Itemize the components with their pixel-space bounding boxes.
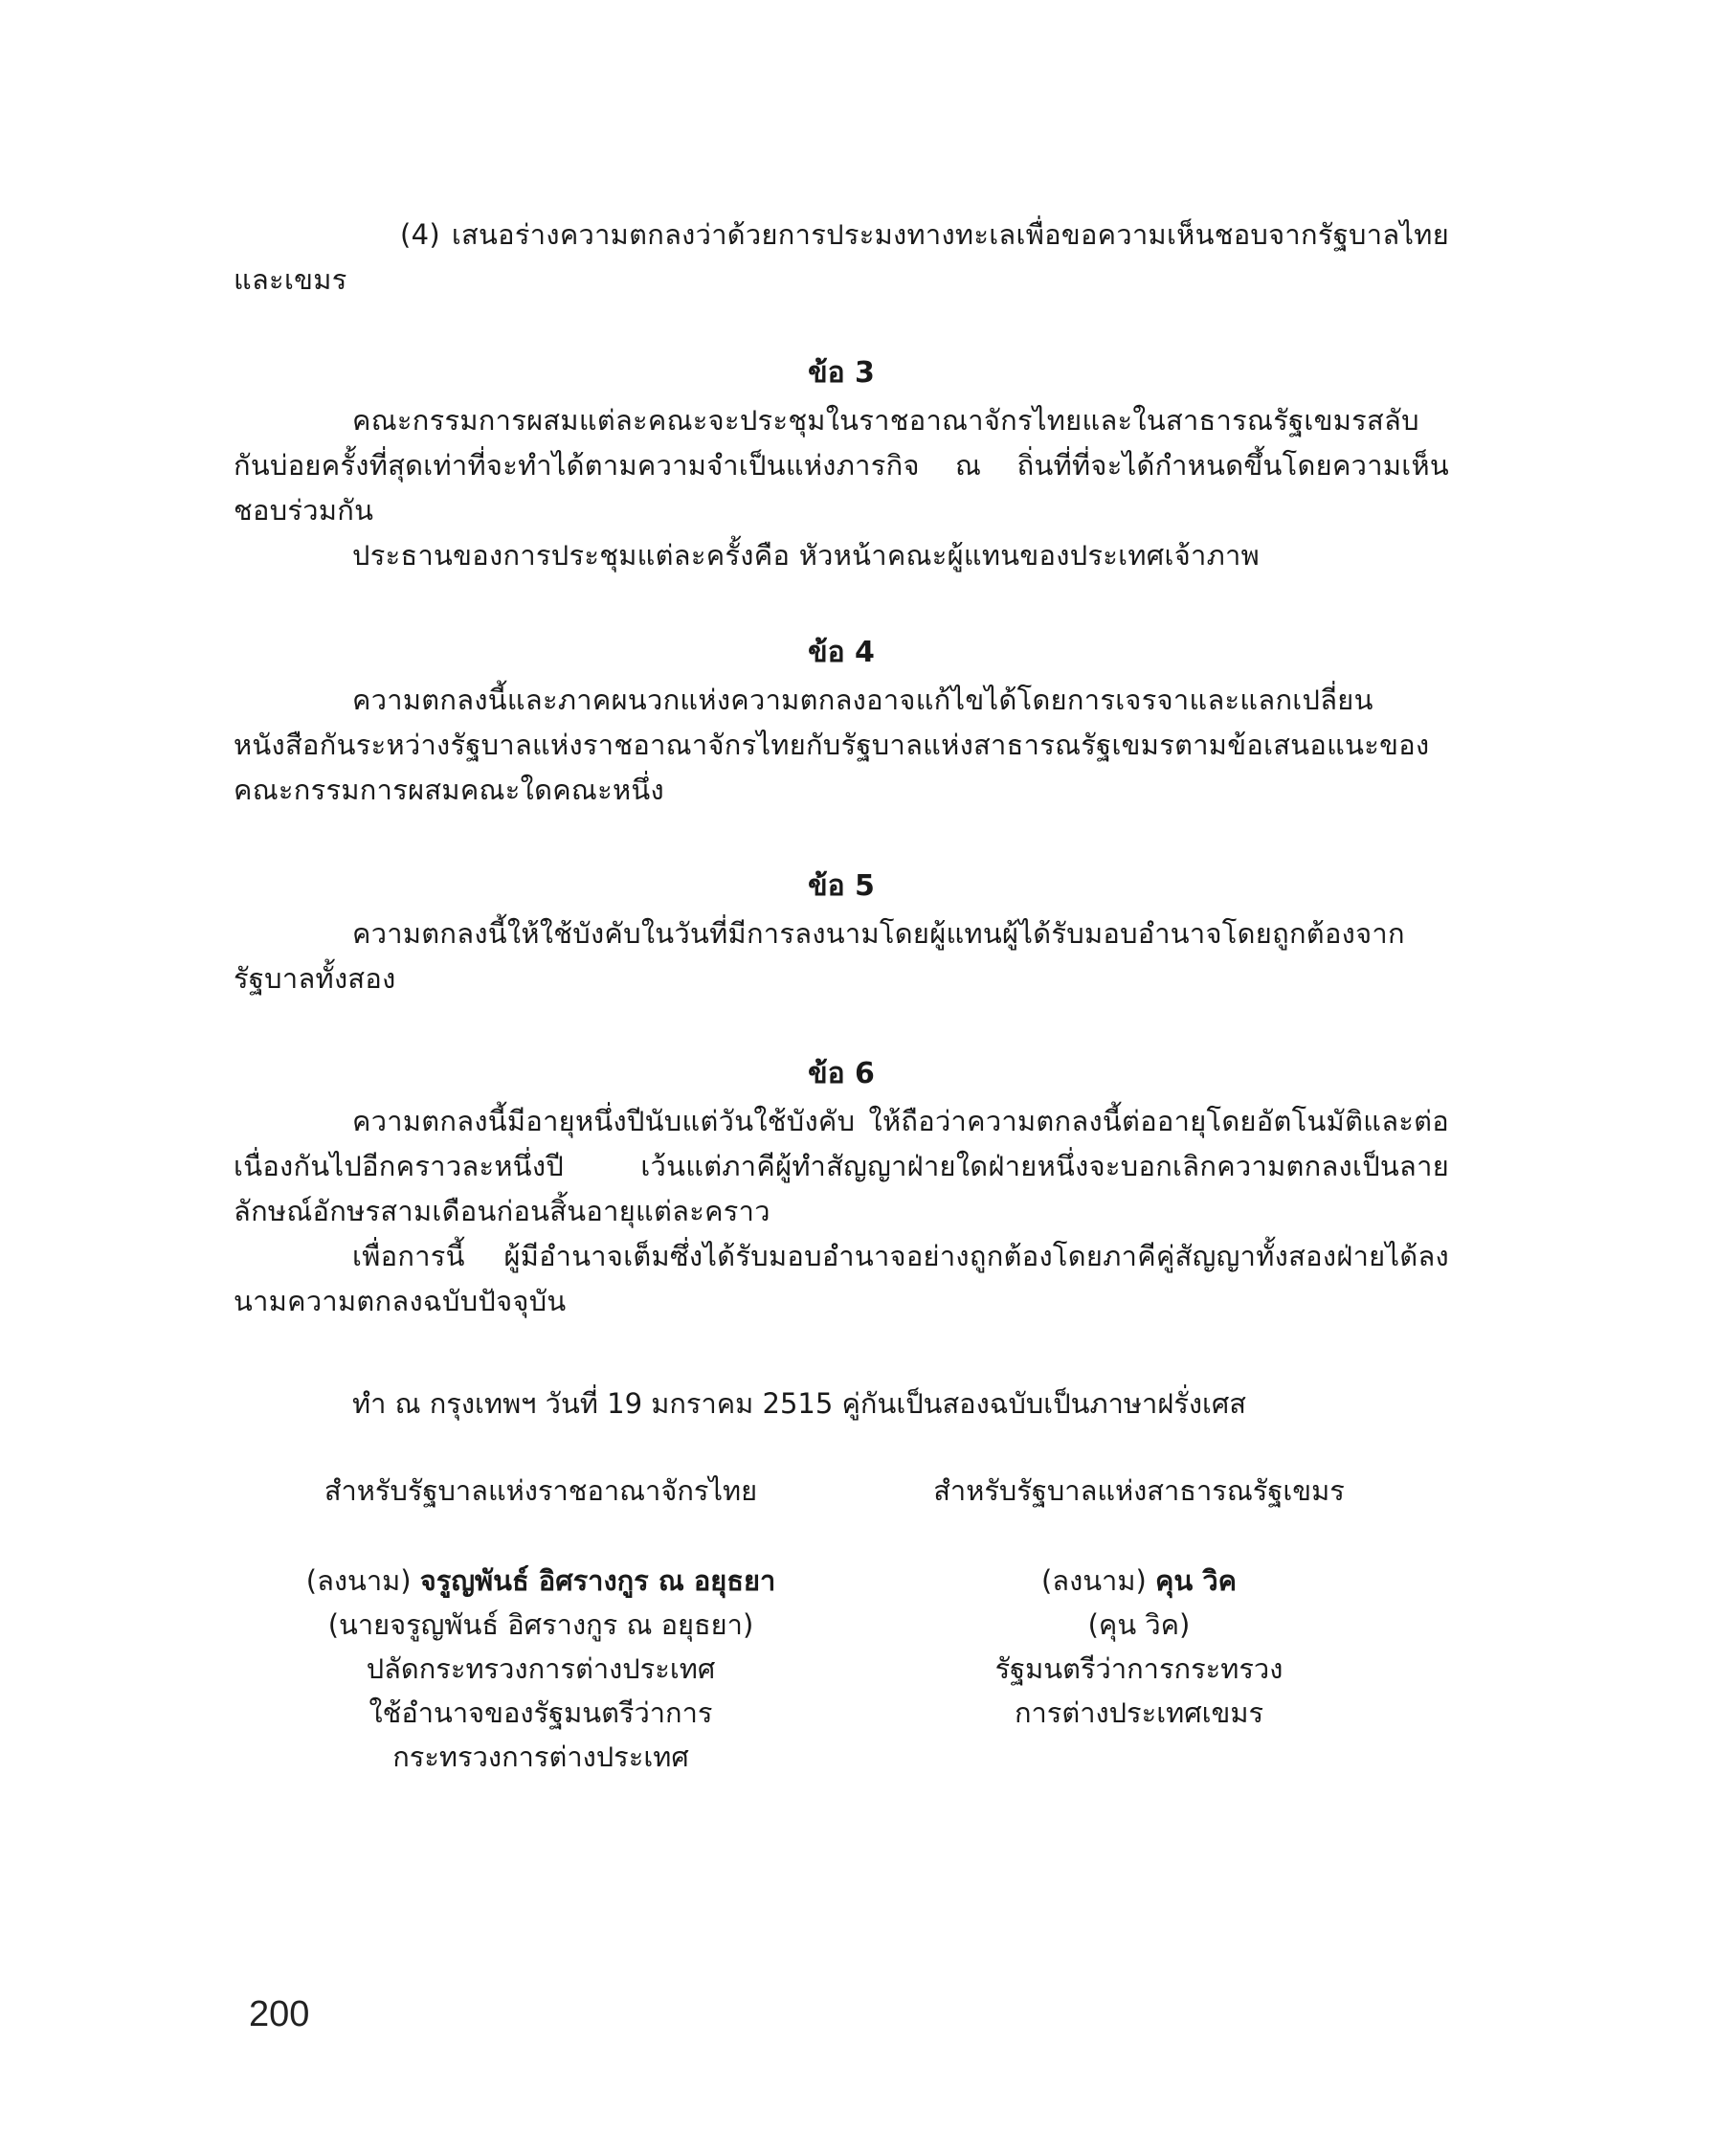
signatory-khmer-full-name: (คุน วิค) bbox=[1087, 1608, 1191, 1641]
signatory-khmer-signed-name: คุน วิค bbox=[1155, 1564, 1238, 1597]
clause5-paragraph-1: ความตกลงนี้ให้ใช้บังคับในวันที่มีการลงนามโดยผู้แทนผู้ได้รับมอบอำนาจโดยถูกต้องจากรัฐบาลทั้งสอง bbox=[234, 917, 1405, 995]
signatory-thai-title-1: ปลัดกระทรวงการต่างประเทศ bbox=[366, 1652, 716, 1685]
clause3-heading: ข้อ 3 bbox=[808, 356, 875, 390]
signatory-thai-full-name: (นายจรูญพันธ์ อิศรางกูร ณ อยุธยา) bbox=[327, 1608, 754, 1641]
page-number: 200 bbox=[249, 1994, 310, 2034]
signed-prefix: (ลงนาม) bbox=[305, 1564, 420, 1597]
signatory-thai-title-3: กระทรวงการต่างประเทศ bbox=[392, 1741, 689, 1773]
signatory-thai-signed-name: จรูญพันธ์ อิศรางกูร ณ อยุธยา bbox=[419, 1564, 776, 1597]
signatory-thai-title-2: ใช้อำนาจของรัฐมนตรีว่าการ bbox=[368, 1696, 713, 1729]
clause3-paragraph-1: คณะกรรมการผสมแต่ละคณะจะประชุมในราชอาณาจักรไทยและในสาธารณรัฐเขมรสลับกันบ่อยครั้งที่สุดเท่าที่จะทำได้ตามความจำเป็นแห่งภารกิจ ณ ถิ่นที่ที่จะได้กำหนดขึ้นโดยความเห็นชอบร่วมกัน bbox=[234, 404, 1449, 527]
clause6-paragraph-1: ความตกลงนี้มีอายุหนึ่งปีนับแต่วันใช้บังคับ ให้ถือว่าความตกลงนี้ต่ออายุโดยอัตโนมัติและต่อเนื่องกันไปอีกคราวละหนึ่งปี เว้นแต่ภาคีผู้ทำสัญญาฝ่ายใดฝ่ายหนึ่งจะบอกเลิกความตกลงเป็นลายลักษณ์อักษรสามเดือนก่อนสิ้นอายุแต่ละคราว bbox=[234, 1105, 1449, 1227]
signatory-khmer bbox=[881, 1469, 1397, 1735]
clause5-body bbox=[234, 911, 1449, 1001]
clause4-body bbox=[234, 678, 1449, 813]
clause6-body bbox=[234, 1099, 1449, 1324]
signatory-thai bbox=[287, 1469, 794, 1779]
clause3-body bbox=[234, 398, 1449, 578]
clause6-heading: ข้อ 6 bbox=[808, 1057, 875, 1090]
signatory-thai-for: สำหรับรัฐบาลแห่งราชอาณาจักรไทย bbox=[324, 1474, 758, 1507]
signatory-khmer-for: สำหรับรัฐบาลแห่งสาธารณรัฐเขมร bbox=[933, 1474, 1345, 1507]
clause3-paragraph-2: ประธานของการประชุมแต่ละครั้งคือ หัวหน้าคณะผู้แทนของประเทศเจ้าภาพ bbox=[352, 539, 1261, 572]
signatory-khmer-title-2: การต่างประเทศเขมร bbox=[1014, 1696, 1264, 1729]
clause4-paragraph-1: ความตกลงนี้และภาคผนวกแห่งความตกลงอาจแก้ไขได้โดยการเจรจาและแลกเปลี่ยนหนังสือกันระหว่างรัฐบาลแห่งราชอาณาจักรไทยกับรัฐบาลแห่งสาธารณรัฐเขมรตามข้อเสนอแนะของคณะกรรมการผสมคณะใดคณะหนึ่ง bbox=[234, 684, 1430, 806]
clause4-heading: ข้อ 4 bbox=[808, 636, 875, 669]
clause6-paragraph-2: เพื่อการนี้ ผู้มีอำนาจเต็มซึ่งได้รับมอบอำนาจอย่างถูกต้องโดยภาคีคู่สัญญาทั้งสองฝ่ายได้ลงนามความตกลงฉบับปัจจุบัน bbox=[234, 1240, 1449, 1317]
made-at-statement: ทำ ณ กรุงเทพฯ วันที่ 19 มกราคม 2515 คู่กันเป็นสองฉบับเป็นภาษาฝรั่งเศส bbox=[352, 1387, 1247, 1420]
signed-prefix: (ลงนาม) bbox=[1040, 1564, 1155, 1597]
signatory-khmer-title-1: รัฐมนตรีว่าการกระทรวง bbox=[994, 1652, 1284, 1685]
clause2-item4-text: (4) เสนอร่างความตกลงว่าด้วยการประมงทางทะเลเพื่อขอความเห็นชอบจากรัฐบาลไทยและเขมร bbox=[234, 218, 1449, 296]
signatory-khmer-signed bbox=[881, 1559, 1397, 1603]
clause5-heading: ข้อ 5 bbox=[808, 869, 875, 903]
clause2-item4 bbox=[234, 213, 1449, 303]
signatory-thai-signed bbox=[287, 1559, 794, 1603]
